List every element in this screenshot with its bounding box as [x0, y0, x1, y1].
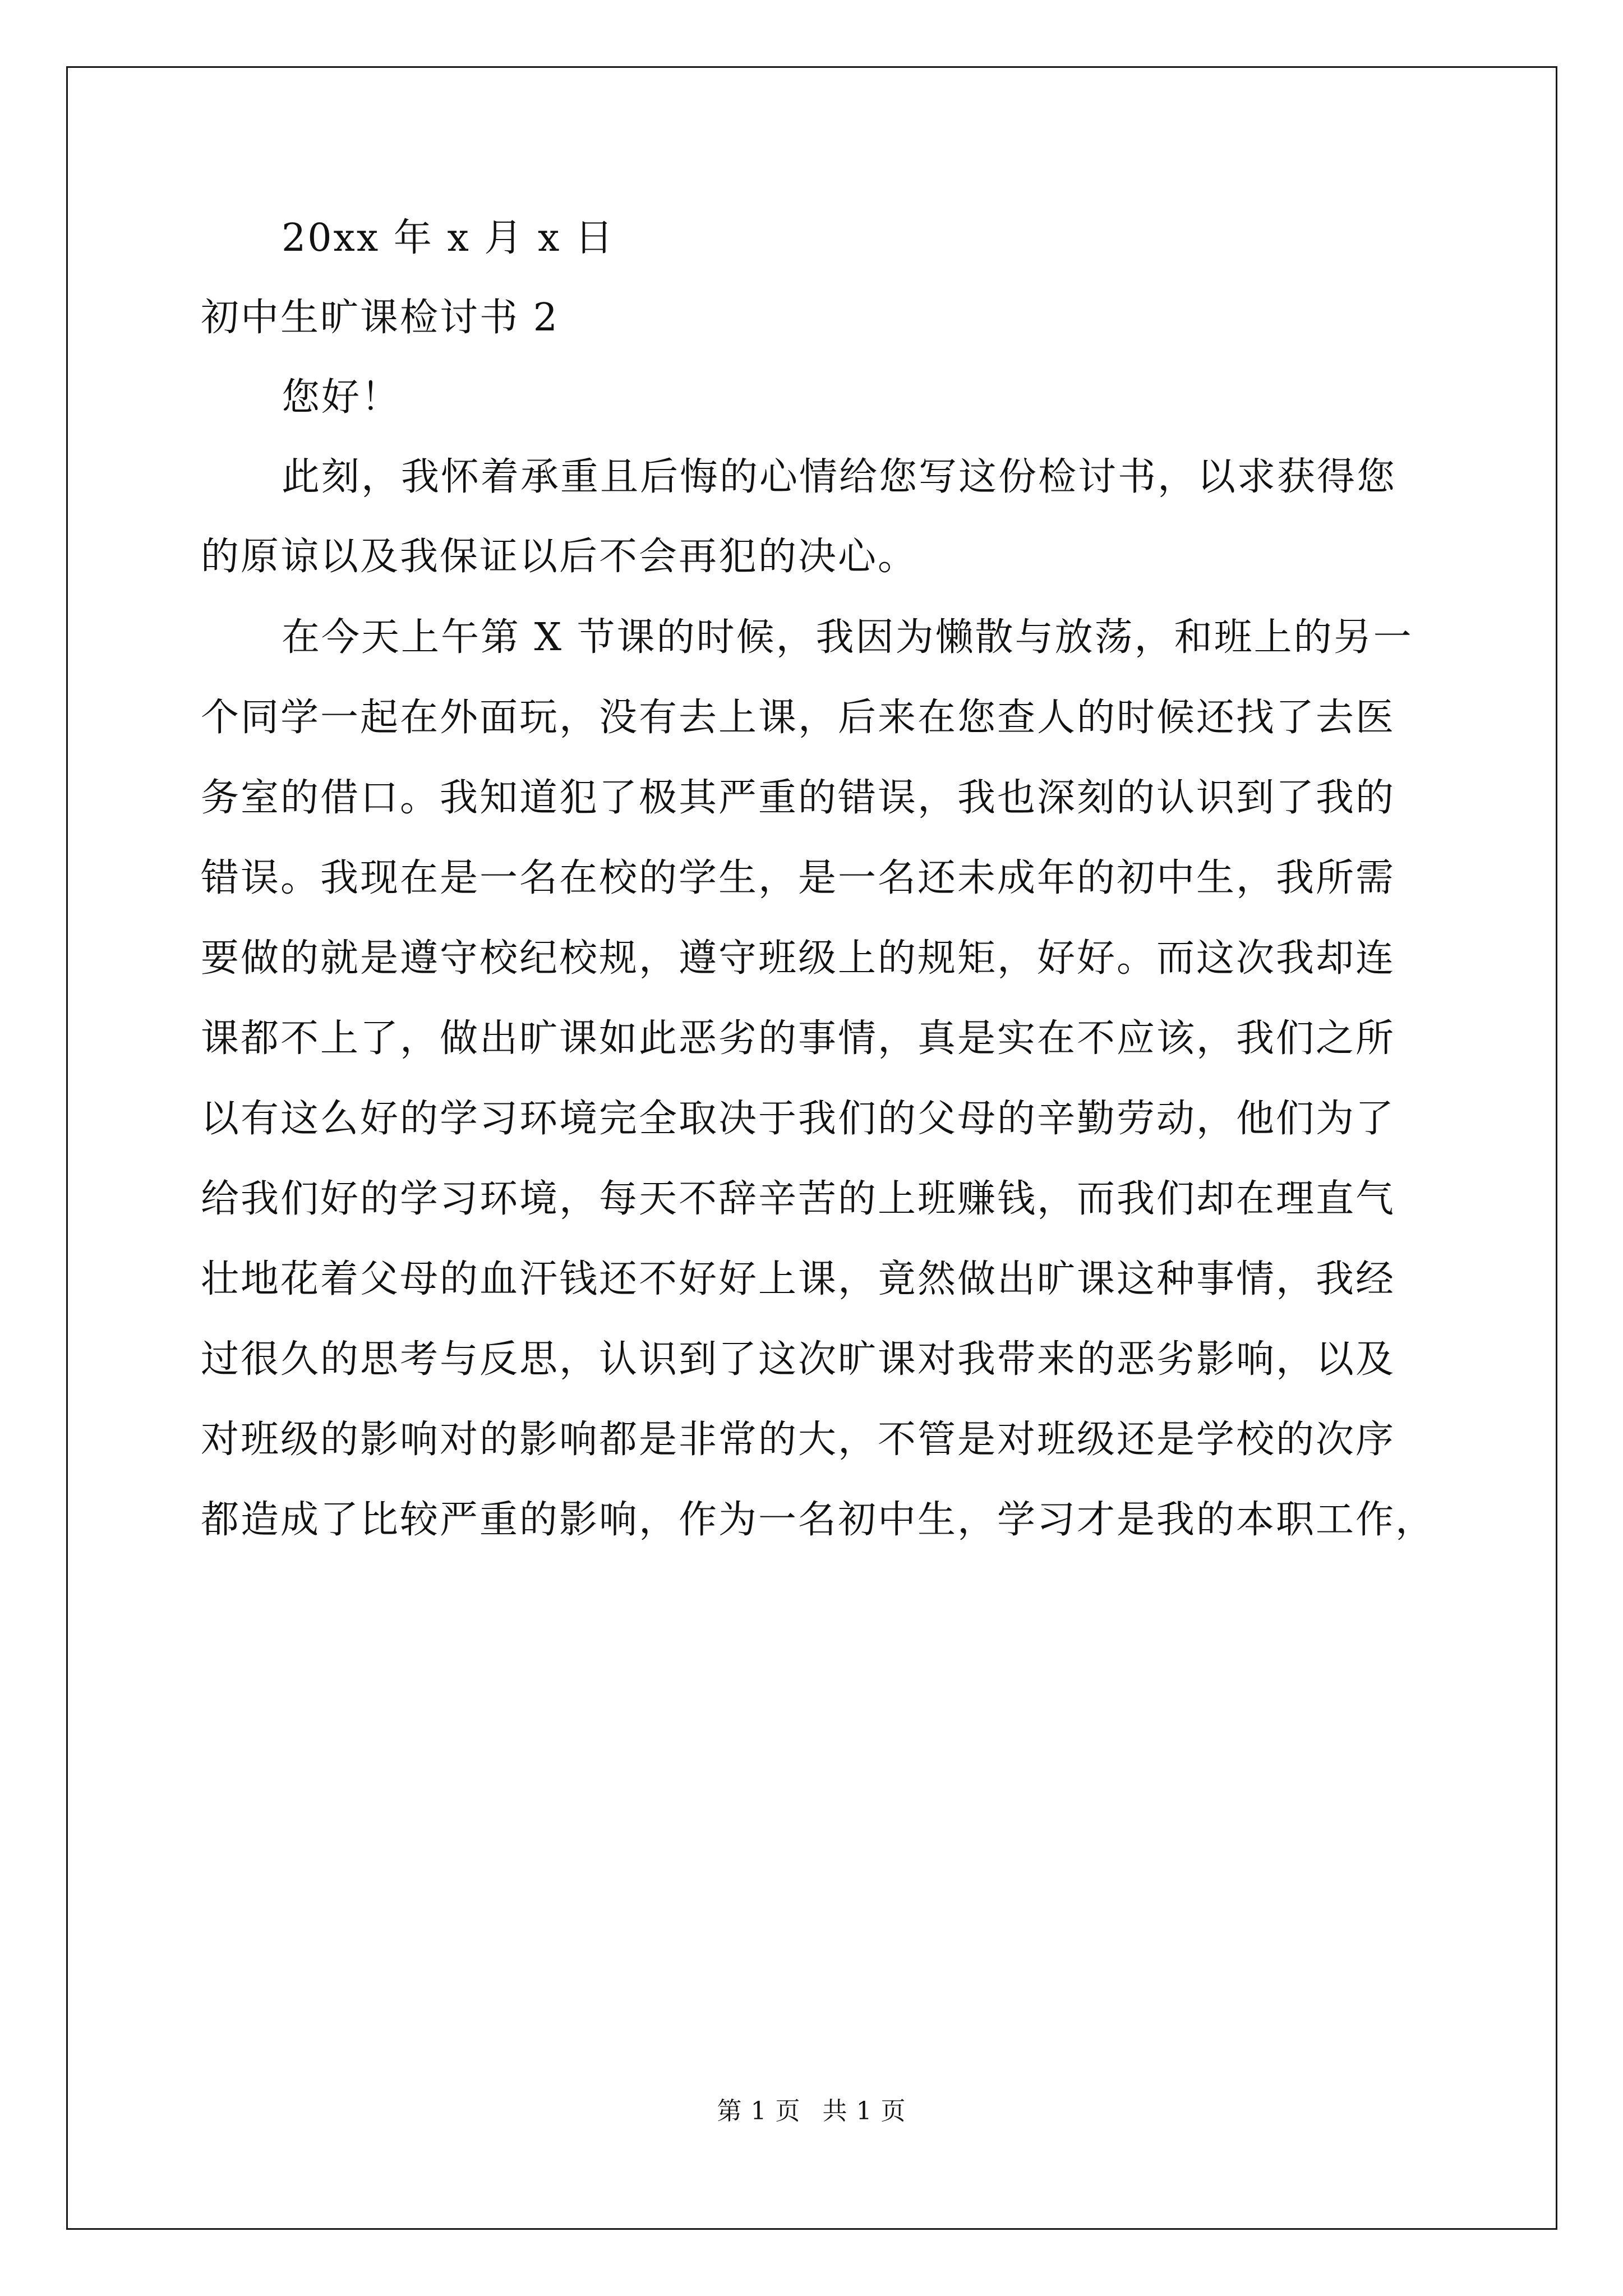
page-footer: [0, 2097, 1623, 2126]
paragraph-1-line-2: 的原谅以及我保证以后不会再犯的决心。: [201, 535, 918, 579]
paragraph-2-line-3: 务室的借口。我知道犯了极其严重的错误，我也深刻的认识到了我的: [201, 776, 1396, 820]
paragraph-2-line-4: 错误。我现在是一名在校的学生，是一名还未成年的初中生，我所需: [201, 856, 1396, 900]
paragraph-1-line-1: 此刻，我怀着承重且后悔的心情给您写这份检讨书，以求获得您: [282, 455, 1397, 499]
paragraph-2-line-9: 壮地花着父母的血汗钱还不好好上课，竟然做出旷课这种事情，我经: [201, 1257, 1396, 1301]
paragraph-2-line-11: 对班级的影响对的影响都是非常的大，不管是对班级还是学校的次序: [201, 1418, 1396, 1462]
paragraph-2-line-7: 以有这么好的学习环境完全取决于我们的父母的辛勤劳动，他们为了: [201, 1097, 1396, 1141]
section-title: 初中生旷课检讨书 2: [201, 296, 559, 340]
page-number-total: 共 1 页: [822, 2097, 906, 2125]
paragraph-2-line-6: 课都不上了，做出旷课如此恶劣的事情，真是实在不应该，我们之所: [201, 1016, 1396, 1061]
greeting: 您好！: [282, 375, 402, 420]
paragraph-2-line-1: 在今天上午第 X 节课的时候，我因为懒散与放荡，和班上的另一: [282, 615, 1413, 660]
paragraph-2-line-8: 给我们好的学习环境，每天不辞辛苦的上班赚钱，而我们却在理直气: [201, 1177, 1396, 1221]
date-line: 20xx 年 x 月 x 日: [282, 216, 615, 260]
paragraph-2-line-12: 都造成了比较严重的影响，作为一名初中生，学习才是我的本职工作，: [201, 1498, 1436, 1542]
page-number-current: 第 1 页: [717, 2097, 801, 2125]
paragraph-2-line-5: 要做的就是遵守校纪校规，遵守班级上的规矩，好好。而这次我却连: [201, 936, 1396, 981]
paragraph-2-line-10: 过很久的思考与反思，认识到了这次旷课对我带来的恶劣影响，以及: [201, 1337, 1396, 1382]
paragraph-2-line-2: 个同学一起在外面玩，没有去上课，后来在您查人的时候还找了去医: [201, 696, 1396, 740]
